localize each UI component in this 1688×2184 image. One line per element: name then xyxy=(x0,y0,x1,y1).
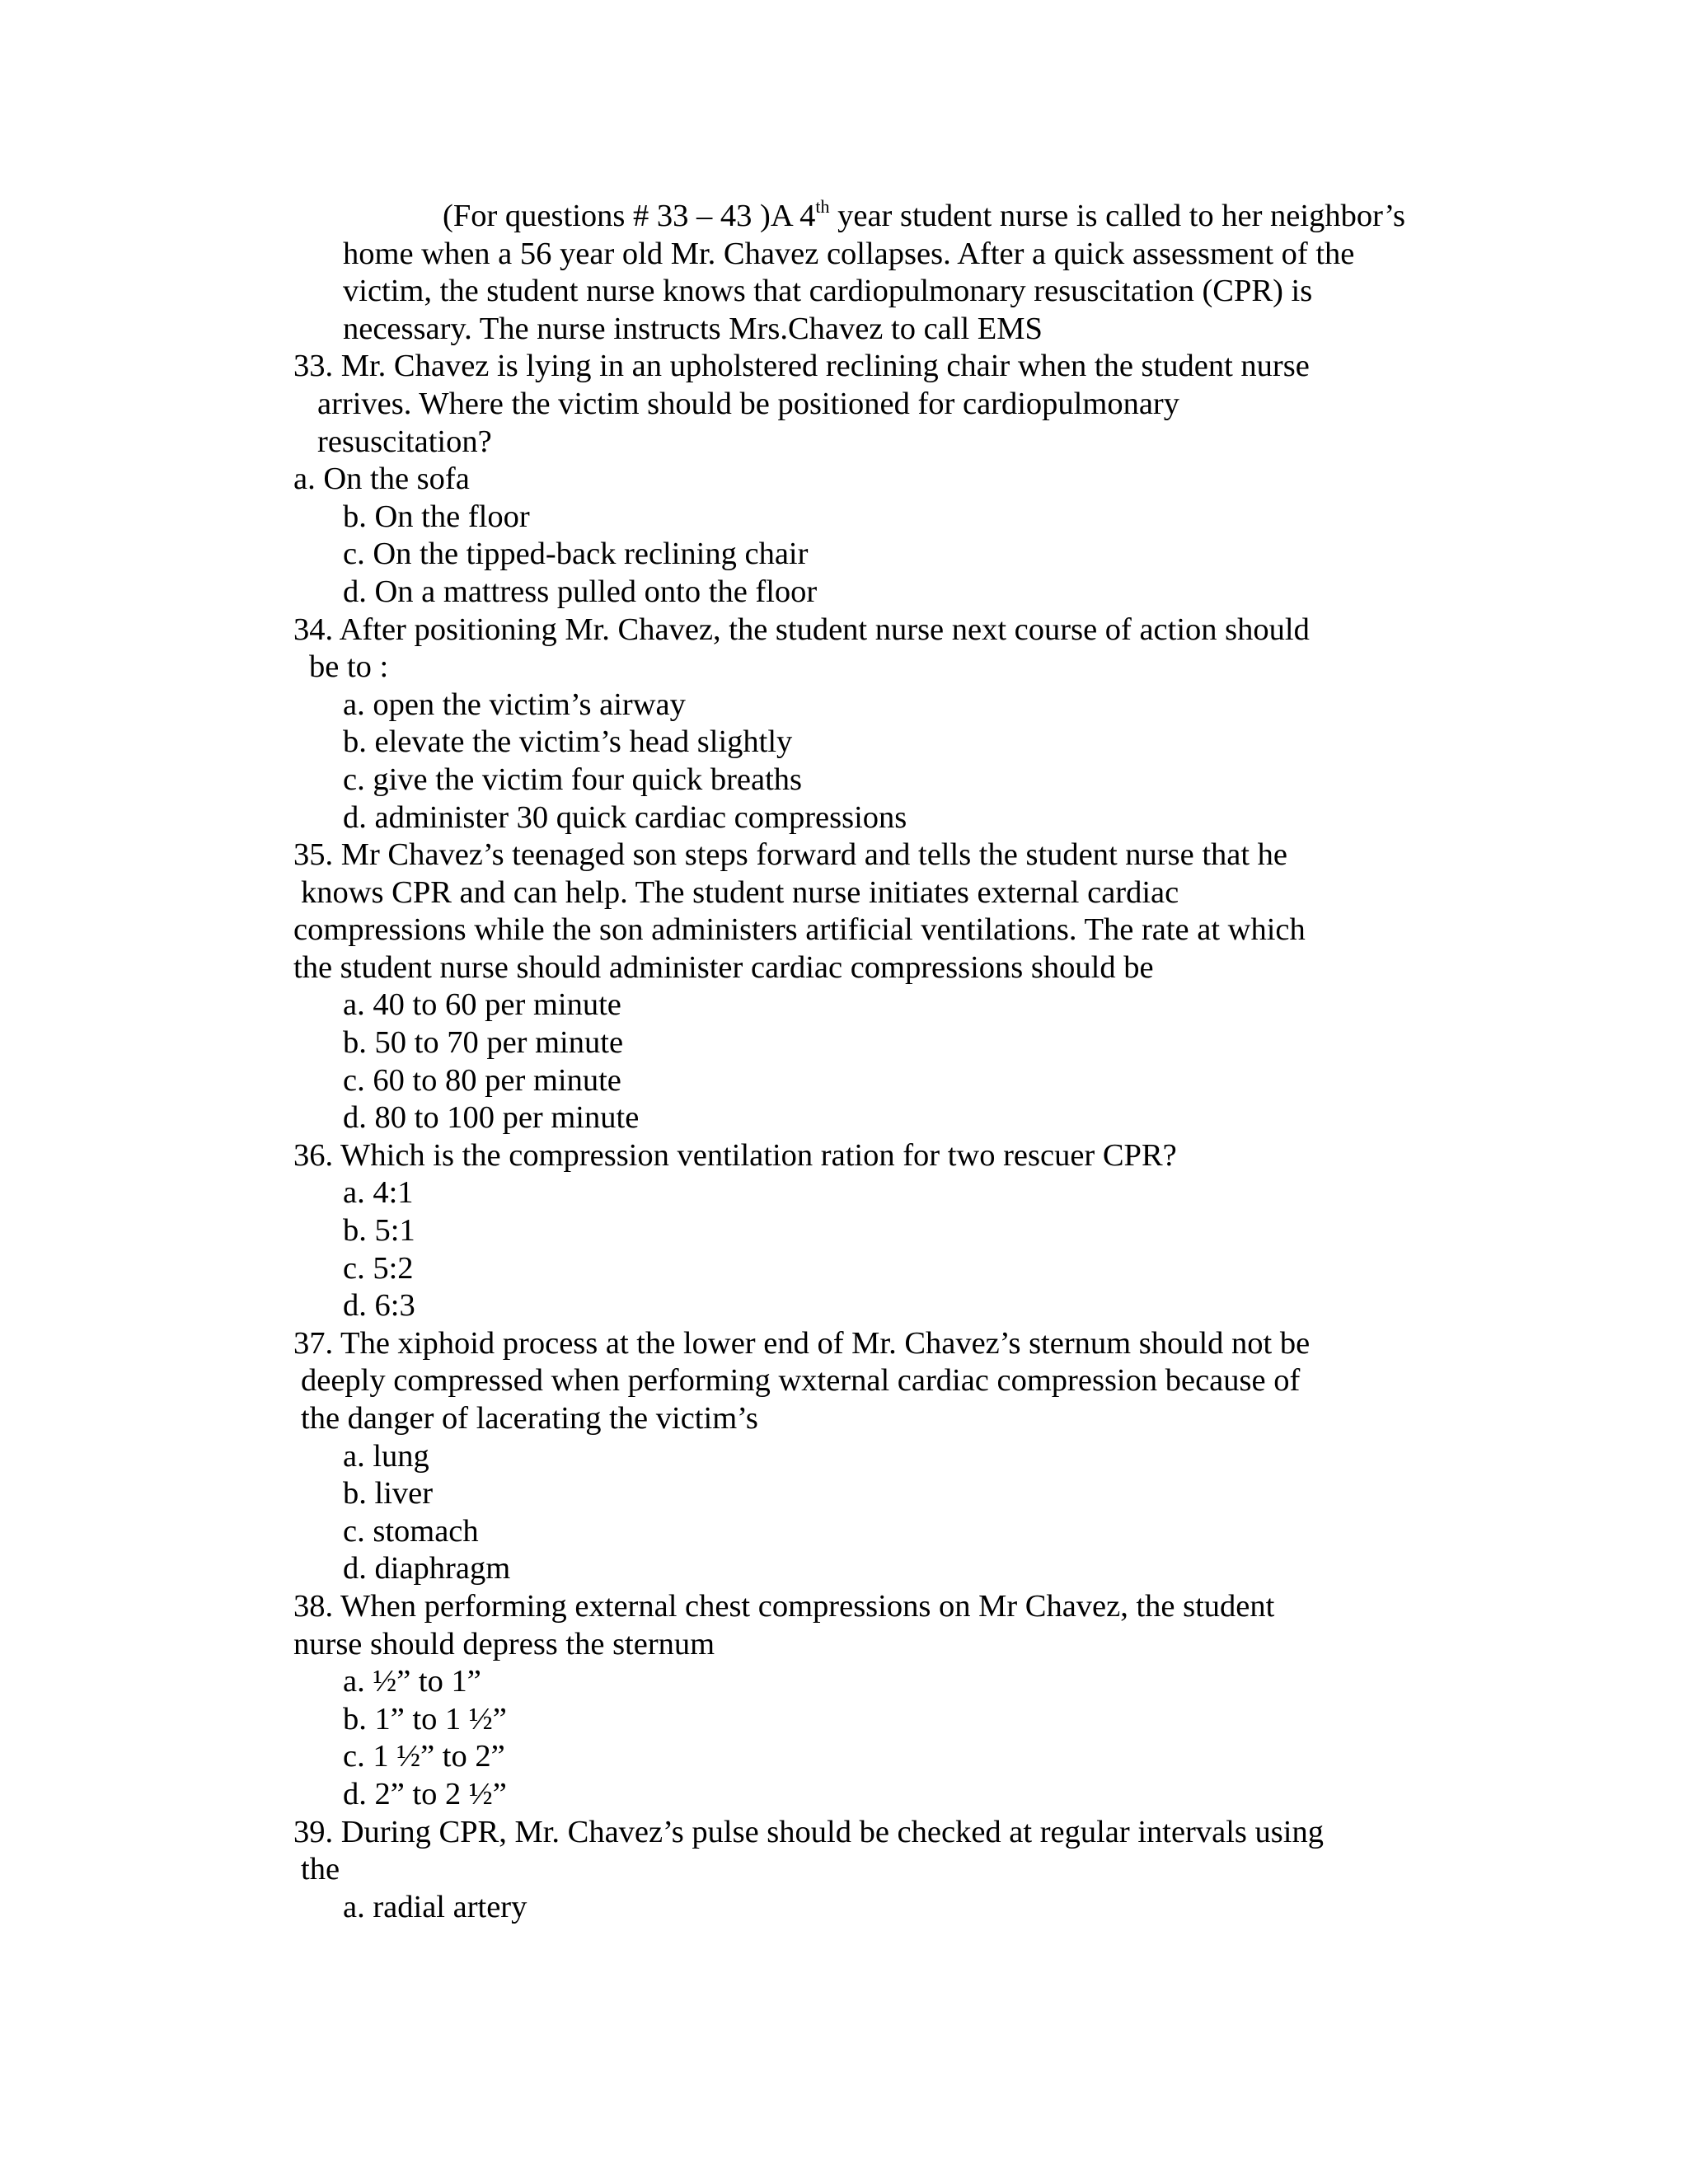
answer-option: c. On the tipped-back reclining chair xyxy=(343,537,809,572)
answer-option: d. 2” to 2 ½” xyxy=(343,1776,507,1811)
question-stem-line: deeply compressed when performing wxternal cardiac compression because of xyxy=(301,1363,1301,1399)
question-stem-line: resuscitation? xyxy=(317,424,492,459)
question-stem-line: the danger of lacerating the victim’s xyxy=(301,1401,758,1436)
question-stem-line: 39. During CPR, Mr. Chavez’s pulse should be checked at regular intervals using xyxy=(293,1814,1324,1849)
question-39 xyxy=(0,1814,1688,1927)
question-33 xyxy=(0,348,1688,611)
question-stem-line: nurse should depress the sternum xyxy=(293,1626,715,1661)
answer-option: a. ½” to 1” xyxy=(343,1664,481,1699)
intro-line: necessary. The nurse instructs Mrs.Chavez to call EMS xyxy=(343,311,1043,346)
answer-option: d. On a mattress pulled onto the floor xyxy=(343,574,818,609)
answer-option: a. lung xyxy=(343,1438,429,1474)
answer-option: d. administer 30 quick cardiac compressions xyxy=(343,799,907,835)
answer-option: a. 40 to 60 per minute xyxy=(343,987,621,1023)
answer-option: c. 1 ½” to 2” xyxy=(343,1739,505,1774)
question-36 xyxy=(0,1137,1688,1325)
answer-option: a. open the victim’s airway xyxy=(343,687,686,722)
intro-line: (For questions # 33 – 43 )A 4th year student nurse is called to her neighbor’s xyxy=(443,196,1406,233)
answer-option: b. On the floor xyxy=(343,499,530,534)
answer-option: a. radial artery xyxy=(343,1889,528,1924)
answer-option: d. diaphragm xyxy=(343,1551,511,1586)
question-stem-line: knows CPR and can help. The student nurse initiates external cardiac xyxy=(301,874,1179,910)
question-stem-line: arrives. Where the victim should be positioned for cardiopulmonary xyxy=(317,386,1179,421)
answer-option: c. stomach xyxy=(343,1513,479,1549)
answer-option: b. 50 to 70 per minute xyxy=(343,1025,624,1061)
question-stem-line: be to : xyxy=(309,649,389,685)
question-35 xyxy=(0,837,1688,1137)
question-stem-line: 35. Mr Chavez’s teenaged son steps forward and tells the student nurse that he xyxy=(293,837,1288,873)
page-content xyxy=(0,198,1688,1926)
question-stem-line: 36. Which is the compression ventilation ration for two rescuer CPR? xyxy=(293,1137,1177,1173)
question-stem-line: 38. When performing external chest compressions on Mr Chavez, the student xyxy=(293,1588,1275,1624)
question-stem-line: compressions while the son administers artificial ventilations. The rate at which xyxy=(293,912,1306,948)
answer-option: d. 6:3 xyxy=(343,1288,415,1324)
answer-option: b. liver xyxy=(343,1476,434,1511)
answer-option: b. 5:1 xyxy=(343,1213,415,1249)
question-stem-line: 33. Mr. Chavez is lying in an upholstered reclining chair when the student nurse xyxy=(293,349,1310,384)
answer-option: c. give the victim four quick breaths xyxy=(343,762,803,797)
question-stem-line: the xyxy=(301,1852,340,1887)
answer-option: b. elevate the victim’s head slightly xyxy=(343,724,793,760)
question-stem-line: the student nurse should administer cardiac compressions should be xyxy=(293,949,1154,985)
intro-line: home when a 56 year old Mr. Chavez collapses. After a quick assessment of the xyxy=(343,236,1355,271)
question-37 xyxy=(0,1325,1688,1588)
answer-option: c. 5:2 xyxy=(343,1250,414,1286)
question-38 xyxy=(0,1588,1688,1814)
answer-option: a. 4:1 xyxy=(343,1175,414,1211)
question-stem-line: 34. After positioning Mr. Chavez, the student nurse next course of action should xyxy=(293,612,1310,647)
question-34 xyxy=(0,612,1688,837)
answer-option: a. On the sofa xyxy=(293,462,470,497)
answer-option: b. 1” to 1 ½” xyxy=(343,1701,507,1736)
intro-line: victim, the student nurse knows that cardiopulmonary resuscitation (CPR) is xyxy=(343,274,1313,309)
intro-paragraph xyxy=(0,198,1688,348)
question-stem-line: 37. The xiphoid process at the lower end of Mr. Chavez’s sternum should not be xyxy=(293,1325,1311,1361)
answer-option: c. 60 to 80 per minute xyxy=(343,1062,621,1098)
answer-option: d. 80 to 100 per minute xyxy=(343,1100,640,1136)
